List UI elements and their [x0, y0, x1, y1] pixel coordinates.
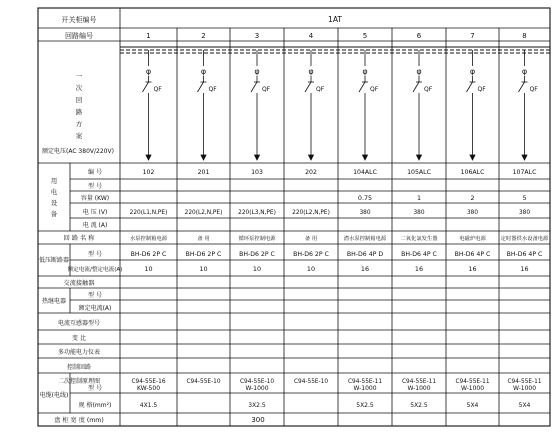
- diagram-title: [76, 72, 83, 140]
- circuit-number: 3: [254, 32, 260, 40]
- thermal-current-label: 额定电流(A): [78, 305, 112, 312]
- footer-label: 盘 柜 宽 度 (mm): [54, 417, 104, 424]
- single-line-circuits: [143, 50, 539, 160]
- equipment-ids: [143, 169, 537, 176]
- circuit-name: 备 用: [197, 236, 210, 242]
- breaker-model-label: 型 号: [88, 251, 102, 258]
- equipment-field-label: 型 号: [88, 183, 102, 190]
- ct-label: 电流互感器型号: [57, 320, 101, 327]
- breaker-current: 16: [520, 265, 529, 273]
- circuit-feeder: [359, 50, 379, 160]
- cable-spec: 5X2.5: [356, 402, 374, 409]
- column-dividers: [177, 28, 499, 426]
- cable-spec: 4X1.5: [139, 402, 158, 409]
- arrow-down-icon: [309, 155, 314, 160]
- equipment-group-char: 备: [50, 211, 58, 218]
- equipment-voltage: [130, 210, 531, 216]
- equipment-id: 201: [197, 169, 210, 176]
- equipment-group-label: [51, 177, 58, 218]
- cable-model-label: 型 号: [88, 385, 102, 392]
- breaker-blade-icon: [519, 82, 525, 92]
- equipment-voltage: 220(L3,N,PE): [238, 210, 276, 216]
- breaker-blade-icon: [251, 82, 257, 92]
- arrow-down-icon: [522, 155, 527, 160]
- breaker-model: BH-D6 2P C: [130, 251, 167, 258]
- equipment-capacity: [358, 194, 527, 202]
- breaker-model: BH-D6 2P C: [239, 251, 275, 258]
- equipment-field-label: 电 压 (V): [82, 209, 108, 216]
- circuit-number: 8: [522, 32, 527, 40]
- circuit-names: [130, 234, 549, 242]
- circuit-feeder: [519, 50, 539, 160]
- cable-specs: [140, 402, 531, 409]
- circuit-number: 5: [362, 32, 368, 40]
- secondary-diagram-number: C94-55E-11: [401, 379, 437, 385]
- circuit-name: 潜水泵控制箱电源: [343, 236, 387, 242]
- circuit-number: 6: [416, 32, 422, 40]
- breaker-current-label: 额定电流/整定电流(A): [67, 267, 123, 273]
- arrow-down-icon: [363, 155, 368, 160]
- equipment-id: 106ALC: [460, 169, 485, 176]
- secondary-label: 二次控制原理图: [57, 378, 101, 385]
- ct-ratio-label: 变 比: [72, 335, 86, 342]
- equipment-id: 103: [251, 169, 263, 176]
- circuit-feeder: [251, 50, 271, 160]
- equipment-id: 107ALC: [512, 169, 537, 176]
- cable-model: W-1000: [460, 385, 485, 392]
- breaker-blade-icon: [143, 82, 149, 92]
- diagram-title-char: 一: [75, 72, 83, 80]
- pole-mark-icon: φ: [200, 67, 207, 76]
- equipment-voltage: 220(L1,N,PE): [129, 210, 168, 216]
- breaker-current: 10: [252, 265, 262, 273]
- pole-mark-icon: φ: [416, 67, 422, 76]
- circuit-numbers: [146, 32, 526, 40]
- circuit-name: 水泵控制箱电源: [129, 236, 168, 242]
- breaker-tag: QF: [424, 86, 433, 93]
- equipment-capacity: 1: [416, 194, 422, 202]
- secondary-diagram-number: C94-55E-10: [239, 379, 275, 385]
- equipment-voltage: 220(L2,N,PE): [292, 210, 330, 216]
- cable-model: W-1000: [407, 385, 431, 392]
- secondary-diagram-number: C94-55E-16: [131, 379, 166, 385]
- equipment-field-labels: [81, 168, 109, 229]
- pole-mark-icon: φ: [145, 67, 152, 76]
- diagram-title-char: 案: [75, 132, 83, 140]
- breaker-model: BH-D6 2P C: [293, 251, 329, 258]
- equipment-field-label: 容量 (KW): [80, 195, 110, 202]
- thermal-model-label: 型 号: [88, 292, 102, 299]
- arrow-down-icon: [417, 155, 422, 160]
- equipment-id: 105ALC: [407, 169, 431, 176]
- equipment-id: 104ALC: [353, 169, 377, 176]
- pole-mark-icon: φ: [362, 67, 368, 76]
- multifunction-label: 多功能电力仪表: [57, 349, 101, 356]
- equipment-group-char: 电: [50, 189, 58, 196]
- breaker-tag: QF: [477, 86, 486, 93]
- circuit-no-label: 回路编号: [65, 32, 93, 40]
- breaker-tag: QF: [153, 86, 162, 93]
- switchboard-value: 1AT: [328, 15, 342, 24]
- breaker-tag: QF: [316, 86, 325, 93]
- secondary-diagram-number: C94-55E-11: [507, 379, 542, 385]
- breaker-currents: [144, 265, 528, 273]
- equipment-voltage: 380: [466, 210, 479, 216]
- pole-mark-icon: φ: [469, 67, 476, 76]
- equipment-voltage: 220(L2,N,PE): [184, 210, 223, 216]
- pole-mark-icon: φ: [254, 67, 260, 76]
- breaker-current: 16: [360, 265, 370, 273]
- circuit-feeder: [143, 50, 163, 160]
- secondary-diagram-number: C94-55E-11: [347, 379, 383, 385]
- cable-models: [137, 385, 536, 392]
- circuit-number: 7: [470, 32, 475, 40]
- breaker-tag: QF: [370, 86, 379, 93]
- rated-voltage: 额定电压(AC 380V/220V): [42, 148, 114, 155]
- diagram-title-char: 回: [75, 96, 83, 104]
- breaker-model: BH-D6 4P D: [346, 251, 384, 258]
- switchboard-label: 开关柜编号: [61, 16, 97, 24]
- arrow-down-icon: [470, 155, 475, 160]
- circuit-name: 电磁炉电源: [459, 236, 486, 242]
- equipment-voltage: 380: [413, 210, 425, 216]
- breaker-current: 10: [144, 265, 153, 273]
- arrow-down-icon: [146, 155, 151, 160]
- control-label: 控制回路: [66, 364, 92, 371]
- circuit-name-label: 回 路 名 称: [63, 235, 95, 242]
- breaker-blade-icon: [305, 82, 311, 92]
- pole-mark-icon: φ: [521, 67, 528, 76]
- cable-spec-label: 规 格(mm²): [78, 402, 112, 409]
- breaker-blade-icon: [467, 82, 473, 92]
- footer-value: 300: [251, 416, 265, 424]
- circuit-feeder: [413, 50, 433, 160]
- circuit-name: 二氧化氯发生器: [400, 236, 438, 242]
- circuit-feeder: [305, 50, 325, 160]
- cable-model: W-1000: [245, 385, 269, 392]
- breaker-models: [131, 251, 543, 258]
- secondary-diagram-number: C94-55E-11: [455, 379, 490, 385]
- busbar: [120, 47, 550, 53]
- circuit-feeder: [467, 50, 487, 160]
- cable-spec: 3X2.5: [248, 402, 266, 409]
- diagram-title-char: 次: [75, 84, 83, 92]
- circuit-number: 4: [308, 32, 314, 40]
- equipment-field-label: 编 号: [88, 169, 102, 176]
- circuit-name: 循环泵控制电源: [238, 236, 276, 242]
- circuit-feeder: [198, 50, 218, 160]
- equipment-capacity: 5: [522, 194, 527, 202]
- cable-model: W-1000: [512, 385, 537, 392]
- cable-group-label: 电缆(电线): [39, 392, 69, 399]
- breaker-tag: QF: [208, 86, 217, 93]
- diagram-title-char: 路: [75, 108, 83, 116]
- circuit-name: 备 用: [304, 236, 318, 242]
- cable-spec: 5X4: [466, 402, 479, 409]
- breaker-model: BH-D6 2P C: [185, 251, 222, 258]
- thermal-group-label: 热继电器: [41, 298, 67, 305]
- diagram-title-char: 方: [75, 120, 83, 128]
- contactor-label: 交流接触器: [63, 280, 95, 287]
- equipment-voltage: 380: [359, 210, 371, 216]
- arrow-down-icon: [201, 155, 206, 160]
- breaker-current: 10: [199, 265, 208, 273]
- circuit-number: 1: [146, 32, 151, 40]
- cable-model: W-1000: [353, 385, 377, 392]
- breaker-blade-icon: [198, 82, 204, 92]
- equipment-group-char: 设: [50, 200, 58, 207]
- cable-spec: 5X4: [518, 402, 531, 409]
- equipment-capacity: 2: [470, 194, 475, 202]
- equipment-capacity: 0.75: [357, 194, 373, 202]
- breaker-current: 16: [414, 265, 424, 273]
- breaker-blade-icon: [359, 82, 365, 92]
- equipment-voltage: 380: [518, 210, 531, 216]
- circuit-number: 2: [201, 32, 206, 40]
- breaker-model: BH-D6 4P C: [506, 251, 543, 258]
- breaker-current: 10: [306, 265, 316, 273]
- secondary-diagram-number: C94-55E-10: [293, 379, 329, 385]
- breaker-tag: QF: [262, 86, 271, 93]
- circuit-name: 定时器供水设备电源: [500, 236, 549, 242]
- equipment-group-char: 用: [50, 178, 58, 185]
- secondary-diagram-number: C94-55E-10: [186, 379, 221, 385]
- breaker-blade-icon: [413, 82, 419, 92]
- breaker-model: BH-D6 4P C: [454, 251, 491, 258]
- equipment-id: 202: [305, 169, 317, 176]
- breaker-tag: QF: [529, 86, 538, 93]
- breaker-current: 16: [468, 265, 477, 273]
- breaker-model: BH-D6 4P C: [401, 251, 437, 258]
- pole-mark-icon: φ: [308, 67, 314, 76]
- cable-model: KW-500: [136, 385, 161, 392]
- cable-spec: 5X2.5: [410, 402, 428, 409]
- equipment-field-label: 电 流 (A): [82, 222, 108, 229]
- breaker-group-label: 低压断路器: [38, 257, 70, 264]
- equipment-id: 102: [142, 169, 155, 176]
- arrow-down-icon: [255, 155, 260, 160]
